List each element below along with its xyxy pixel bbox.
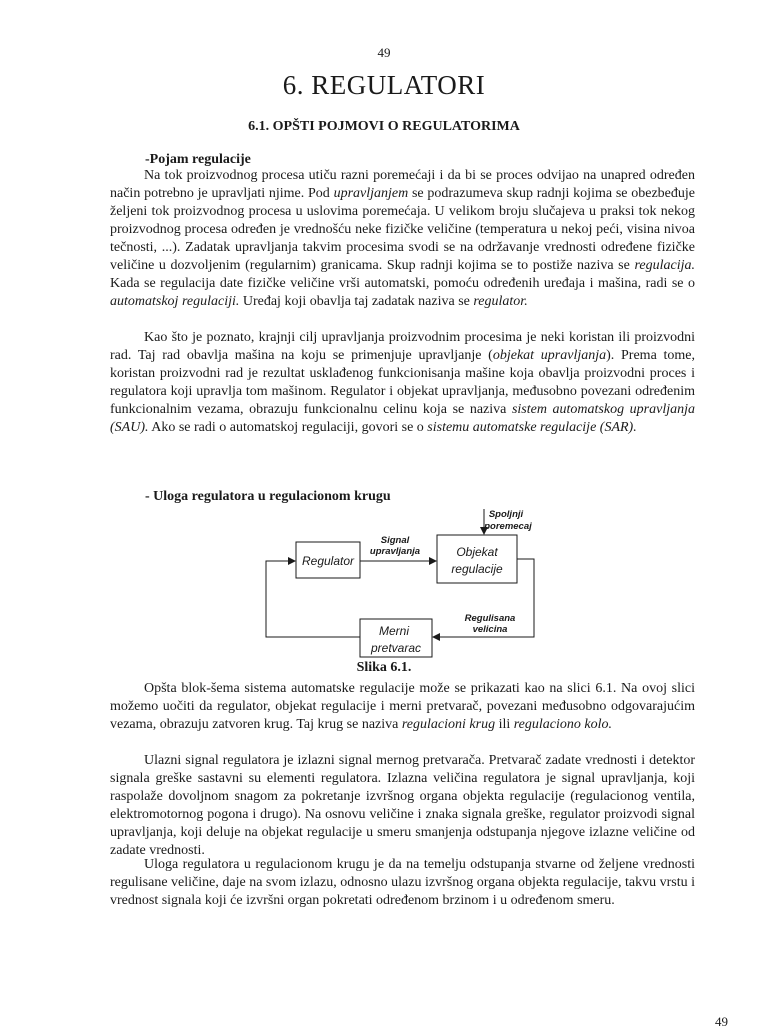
regulisana-label-2: velicina xyxy=(472,624,508,635)
text-run: Na tok proizvodnog procesa utiču razni poremećaji i da bi se proces odvijao na unapred određen način potrebno je upravljati njime. Pod xyxy=(110,168,695,201)
signal-label-1: Signal xyxy=(380,535,410,546)
paragraph-3 xyxy=(110,680,695,734)
text-run: Uređaj koji obavlja taj zadatak naziva se xyxy=(239,294,474,309)
merni-label-1: Merni xyxy=(378,624,410,638)
heading-uloga-regulatora: - Uloga regulatora u regulacionom krugu xyxy=(145,489,391,504)
paragraph-1 xyxy=(110,167,695,311)
text-run: Ulazni signal regulatora je izlazni signal mernog pretvarača. Pretvarač zadate vrednosti i detektor signala greške sastavni su elementi regulatora. Izlazna veličina regulatora je signal upravljanja, koji raspolaže dovoljnom snagom za pokretanje izvršnog organa objekta regulacije (regulacionog ventila, elektromotornog pogona i drugo). Na osnovu veličine i znaka signala greške, regulator proizvodi signal upravljanja, koji deluje na objekat regulacije u smeru smanjenja odstupanja njegove izlazne veličine od zadate vrednosti. xyxy=(110,753,695,858)
italic-term: sistemu automatske regulacije (SAR). xyxy=(427,420,637,435)
italic-term: regulator. xyxy=(473,294,528,309)
section-title: 6.1. OPŠTI POJMOVI O REGULATORIMA xyxy=(248,119,520,134)
italic-term: regulacioni krug xyxy=(401,717,496,732)
paragraph-5 xyxy=(110,856,695,910)
disturbance-label-2: poremecaj xyxy=(484,521,532,532)
feedback-return-line xyxy=(266,561,360,637)
disturbance-label-1: Spoljnji xyxy=(488,509,524,520)
signal-label-2: upravljanja xyxy=(369,546,421,557)
block-diagram xyxy=(262,505,562,660)
figure-caption: Slika 6.1. xyxy=(356,660,412,675)
heading-pojam-regulacije: -Pojam regulacije xyxy=(145,152,251,167)
text-run: Kao što je poznato, krajnji cilj upravljanja proizvodnim procesima je neki koristan ili proizvodni rad. Taj rad obavlja mašina na koju se primenjuje upravljanje ( xyxy=(110,330,695,363)
italic-term: objekat upravljanja xyxy=(492,348,607,363)
italic-term: automatskoj regulaciji. xyxy=(110,294,240,309)
text-run: Ako se radi o automatskoj regulaciji, govori se o xyxy=(148,420,428,435)
text-run: se podrazumeva skup radnji kojima se obezbeđuje željeni tok proizvodnog procesa u uslovima poremećaja. U velikom broju slučajeva u praksi tok nekog proizvodnog procesa određen je vrednošću neke fizičke veličine (temperatura u nekoj peći, visina nivoa tečnosti, ...). Zadatak upravljanja takvim procesima svodi se na održavanje vrednosti određene fizičke veličine u dozvoljenim (regularnim) granicama. Skup radnji kojima se to postiže naziva se xyxy=(110,186,695,273)
chapter-title: 6. REGULATORI xyxy=(282,70,486,100)
italic-term: sistem automatskog upravljanja (SAU). xyxy=(110,402,695,435)
italic-term: upravljanjem xyxy=(333,186,409,201)
italic-term: regulacija. xyxy=(634,258,695,273)
text-run: ili xyxy=(495,717,514,732)
paragraph-4 xyxy=(110,752,695,860)
merni-label-2: pretvarac xyxy=(370,641,422,655)
text-run: Kada se regulacija date fizičke veličine vrši automatski, pomoću određenih uređaja i mašina, radi se o xyxy=(110,276,695,291)
text-run: Uloga regulatora u regulacionom krugu je da na temelju odstupanja stvarne od željene vrednosti regulisane veličine, daje na svom izlazu, odnosno ulazu izvršnog organa objekta regulacije, takvu vrstu i vrednost signala koji će izvršni organ pokretati određenom brzinom i u određenom smeru. xyxy=(110,857,695,908)
regulator-label: Regulator xyxy=(301,554,355,568)
objekat-label-2: regulacije xyxy=(451,562,503,576)
corner-page-number: 49 xyxy=(715,1014,728,1029)
paragraph-2 xyxy=(110,329,695,437)
italic-term: regulaciono kolo. xyxy=(513,717,612,732)
regulisana-label-1: Regulisana xyxy=(464,613,516,624)
text-run: Opšta blok-šema sistema automatske regulacije može se prikazati kao na slici 6.1. Na ovoj slici možemo uočiti da regulator, objekat regulacije i merni pretvarač, povezani međusobno odgovarajućim vezama, obrazuju zatvoren krug. Taj krug se naziva xyxy=(110,681,695,732)
page-number: 49 xyxy=(377,45,391,60)
text-run: ). Prema tome, koristan proizvodni rad je rezultat usklađenog funkcionisanja mašine koja obavlja proizvodni proces i regulatora koji upravlja tom mašinom. Regulator i objekat upravljanja, međusobno povezani određenim funkcionalnim vezama, obrazuju funkcionalnu celinu koja se naziva xyxy=(110,348,695,417)
objekat-label-1: Objekat xyxy=(456,545,498,559)
